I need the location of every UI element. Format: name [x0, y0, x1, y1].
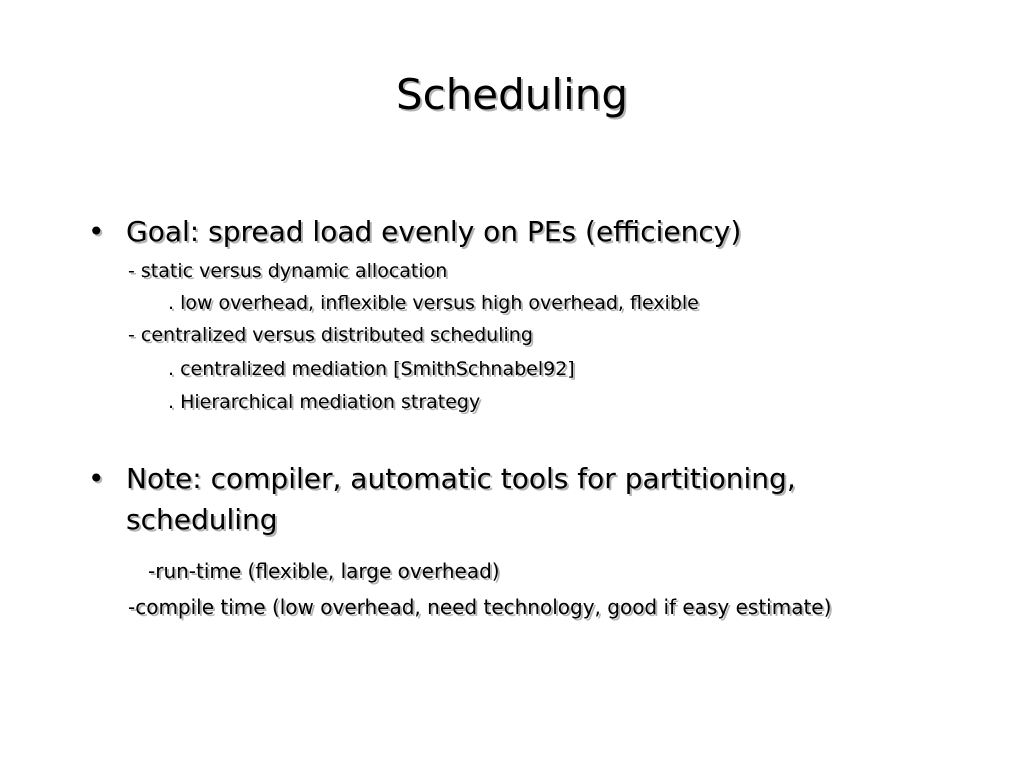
- bullet-note-line1: Note: compiler, automatic tools for partitioning,: [126, 462, 796, 495]
- sub-item-run-time: -run-time (flexible, large overhead): [148, 559, 500, 583]
- bullet-marker: •: [88, 215, 105, 248]
- bullet-note-line2: scheduling: [126, 503, 278, 536]
- bullet-marker: •: [88, 462, 105, 495]
- sub-item-compile-time: -compile time (low overhead, need technology, good if easy estimate): [128, 595, 832, 619]
- sub-item-hierarchical-mediation: . Hierarchical mediation strategy: [168, 391, 481, 413]
- sub-item-centralized-distributed: - centralized versus distributed scheduling: [128, 324, 533, 346]
- sub-item-static-dynamic: - static versus dynamic allocation: [128, 260, 448, 282]
- sub-item-centralized-mediation: . centralized mediation [SmithSchnabel92]: [168, 358, 575, 380]
- slide-title: Scheduling: [395, 70, 629, 119]
- sub-item-overhead-flexibility: . low overhead, inflexible versus high overhead, flexible: [168, 292, 699, 314]
- bullet-goal: Goal: spread load evenly on PEs (efficiency): [126, 215, 742, 248]
